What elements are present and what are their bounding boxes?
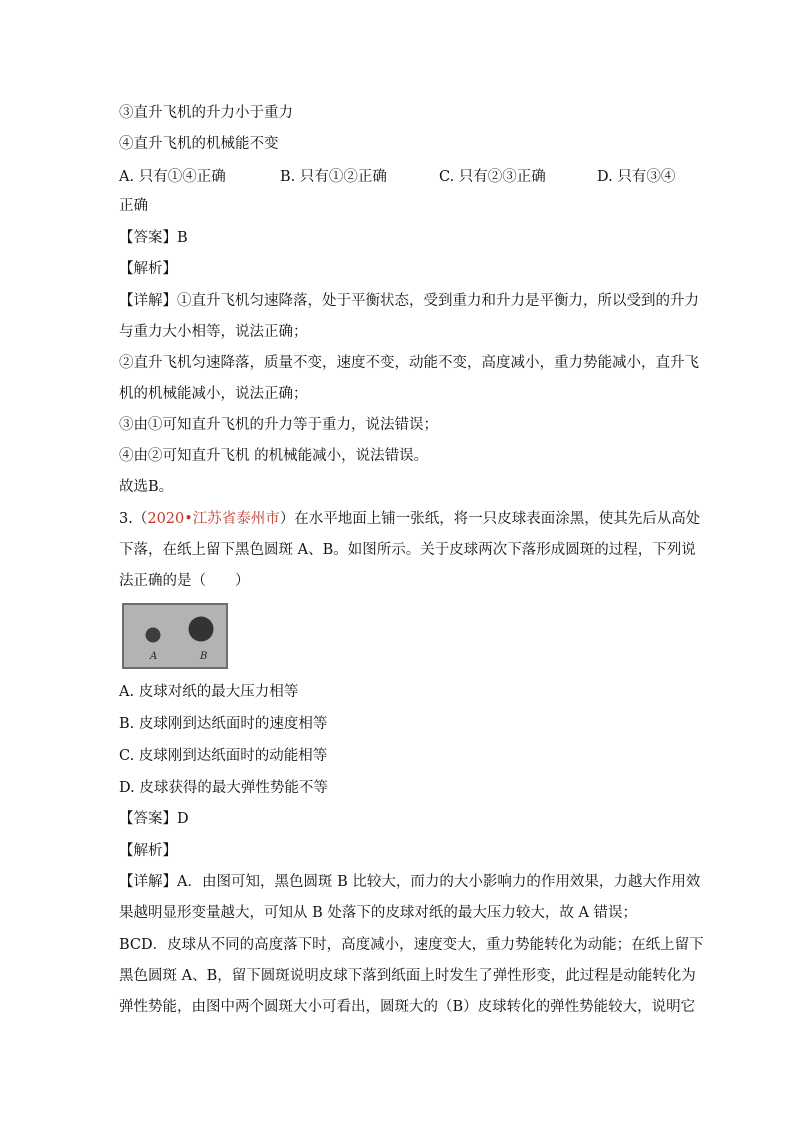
q3-stem-line3: 法正确的是（ ） — [119, 573, 250, 589]
q2-detail-line: 【详解】①直升飞机匀速降落，处于平衡状态，受到重力和升力是平衡力，所以受到的升力 — [119, 293, 699, 309]
q3-stem-line1 — [119, 509, 700, 529]
statement-3: ③直升飞机的升力小于重力 — [119, 105, 293, 121]
q2-detail-line: ③由①可知直升飞机的升力等于重力，说法错误； — [119, 417, 438, 433]
q3-option-a: A. 皮球对纸的最大压力相等 — [119, 684, 299, 700]
q2-option-d-wrap: 正确 — [119, 198, 148, 214]
q2-options — [119, 165, 679, 185]
q3-detail-line: 黑色圆斑 A、B，留下圆斑说明皮球下落到纸面上时发生了弹性形变，此过程是动能转化为 — [119, 968, 696, 984]
q3-option-c: C. 皮球刚到达纸面时的动能相等 — [119, 748, 328, 764]
q3-source: 2020•江苏省泰州市 — [147, 511, 280, 527]
q3-analysis-heading: 【解析】 — [119, 843, 177, 859]
q2-option-c: C. 只有②③正确 — [439, 169, 546, 185]
q3-answer: 【答案】D — [119, 811, 189, 827]
q3-option-b: B. 皮球刚到达纸面时的速度相等 — [119, 716, 328, 732]
statement-4: ④直升飞机的机械能不变 — [119, 136, 279, 152]
spot-b-label: B — [200, 651, 208, 662]
spot-b — [189, 617, 214, 642]
q2-option-a: A. 只有①④正确 — [119, 169, 226, 185]
q3-stem-line2: 下落，在纸上留下黑色圆斑 A、B。如图所示。关于皮球两次下落形成圆斑的过程，下列说 — [119, 542, 696, 558]
q2-answer: 【答案】B — [119, 230, 188, 246]
q2-detail-line: ④由②可知直升飞机 的机械能减小，说法错误。 — [119, 448, 429, 464]
spots-figure — [122, 603, 228, 669]
spot-a-label: A — [150, 651, 158, 662]
q3-detail-line: BCD．皮球从不同的高度落下时，高度减小，速度变大，重力势能转化为动能；在纸上留下 — [119, 937, 704, 953]
q3-option-d: D. 皮球获得的最大弹性势能不等 — [119, 780, 328, 796]
q2-option-b: B. 只有①②正确 — [280, 169, 387, 185]
q3-number: 3.（ — [119, 511, 148, 527]
q2-analysis-heading: 【解析】 — [119, 261, 177, 277]
q3-stem-text: ）在水平地面上铺一张纸，将一只皮球表面涂黑，使其先后从高处 — [279, 511, 701, 527]
q3-detail-line: 弹性势能，由图中两个圆斑大小可看出，圆斑大的（B）皮球转化的弹性势能较大，说明它 — [119, 999, 696, 1015]
q3-detail-line: 【详解】A．由图可知，黑色圆斑 B 比较大，而力的大小影响力的作用效果，力越大作用效 — [119, 874, 701, 890]
q2-detail-line: ②直升飞机匀速降落，质量不变，速度不变，动能不变，高度减小，重力势能减小，直升飞 — [119, 355, 699, 371]
q2-detail-line: 与重力大小相等，说法正确； — [119, 324, 308, 340]
q2-option-d: D. 只有③④ — [597, 169, 676, 185]
q2-detail-line: 机的机械能减小，说法正确； — [119, 386, 308, 402]
spot-a — [146, 628, 161, 643]
q3-detail-line: 果越明显形变量越大，可知从 B 处落下的皮球对纸的最大压力较大，故 A 错误； — [119, 905, 638, 921]
q2-conclusion: 故选B。 — [119, 479, 174, 495]
